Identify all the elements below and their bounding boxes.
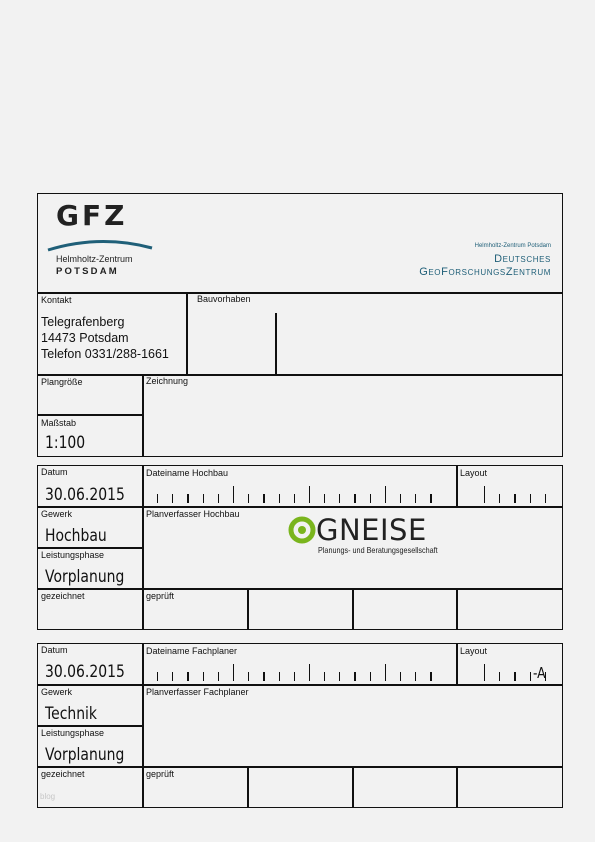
divider [275, 313, 277, 374]
checked-by-label: geprüft [146, 591, 175, 601]
divider [456, 588, 458, 630]
filename-tick-ruler [157, 663, 446, 681]
divider [142, 374, 144, 457]
checked-by-label: geprüft [146, 769, 175, 779]
divider [456, 465, 458, 507]
gneise-logo-word: GNEISE [316, 513, 427, 547]
trade-label: Gewerk [41, 687, 73, 697]
planner-label: Planverfasser Fachplaner [146, 687, 249, 697]
divider [142, 643, 144, 808]
filename-label: Dateiname Fachplaner [146, 646, 238, 656]
phase-label: Leistungsphase [41, 728, 105, 738]
contact-phone: Telefon 0331/288-1661 [41, 347, 169, 361]
drawn-by-label: gezeichnet [41, 769, 85, 779]
plansize-label: Plangröße [41, 377, 83, 387]
phase-label: Leistungsphase [41, 550, 105, 560]
layout-value: -A [533, 664, 546, 682]
divider [247, 588, 249, 630]
gfz-logo-line1: Helmholtz-Zentrum [56, 254, 133, 264]
divider [186, 292, 188, 375]
divider [37, 506, 563, 508]
contact-label: Kontakt [41, 295, 72, 305]
layout-label: Layout [460, 646, 488, 656]
divider [37, 684, 563, 686]
trade-label: Gewerk [41, 509, 73, 519]
gneise-ring-icon [288, 516, 316, 544]
date-label: Datum [41, 467, 68, 477]
divider [37, 292, 563, 294]
date-label: Datum [41, 645, 68, 655]
filename-label: Dateiname Hochbau [146, 468, 229, 478]
divider [37, 766, 563, 768]
divider [456, 766, 458, 808]
layout-tick-ruler [484, 485, 546, 503]
divider [37, 725, 143, 727]
project-label: Bauvorhaben [197, 294, 251, 304]
divider [37, 588, 563, 590]
scale-label: Maßstab [41, 418, 77, 428]
contact-street: Telegrafenberg [41, 315, 125, 329]
divider [352, 588, 354, 630]
divider [352, 766, 354, 808]
gfz-arc-icon [46, 238, 154, 252]
phase-value: Vorplanung [45, 745, 125, 765]
date-value: 30.06.2015 [45, 662, 125, 682]
watermark: blog [40, 792, 56, 801]
gneise-tagline: Planungs- und Beratungsgesellschaft [318, 545, 438, 555]
divider [37, 547, 143, 549]
contact-city: 14473 Potsdam [41, 331, 129, 345]
planner-label: Planverfasser Hochbau [146, 509, 240, 519]
divider [37, 414, 143, 416]
gfz-logo-line2: POTSDAM [56, 266, 119, 277]
layout-label: Layout [460, 468, 488, 478]
drawing-label: Zeichnung [146, 376, 189, 386]
divider [247, 766, 249, 808]
divider [456, 643, 458, 685]
institute-small-line: Helmholtz-Zentrum Potsdam [474, 243, 551, 249]
scale-value: 1:100 [45, 433, 86, 453]
filename-tick-ruler [157, 485, 446, 503]
gfz-logo-letters: GFZ [56, 199, 128, 232]
trade-value: Technik [45, 704, 98, 724]
institute-line1: Deutsches [494, 253, 551, 265]
drawn-by-label: gezeichnet [41, 591, 85, 601]
divider [142, 465, 144, 630]
divider [37, 374, 563, 376]
phase-value: Vorplanung [45, 567, 125, 587]
trade-value: Hochbau [45, 526, 107, 546]
date-value: 30.06.2015 [45, 485, 125, 505]
institute-line2: GeoForschungsZentrum [419, 266, 551, 278]
